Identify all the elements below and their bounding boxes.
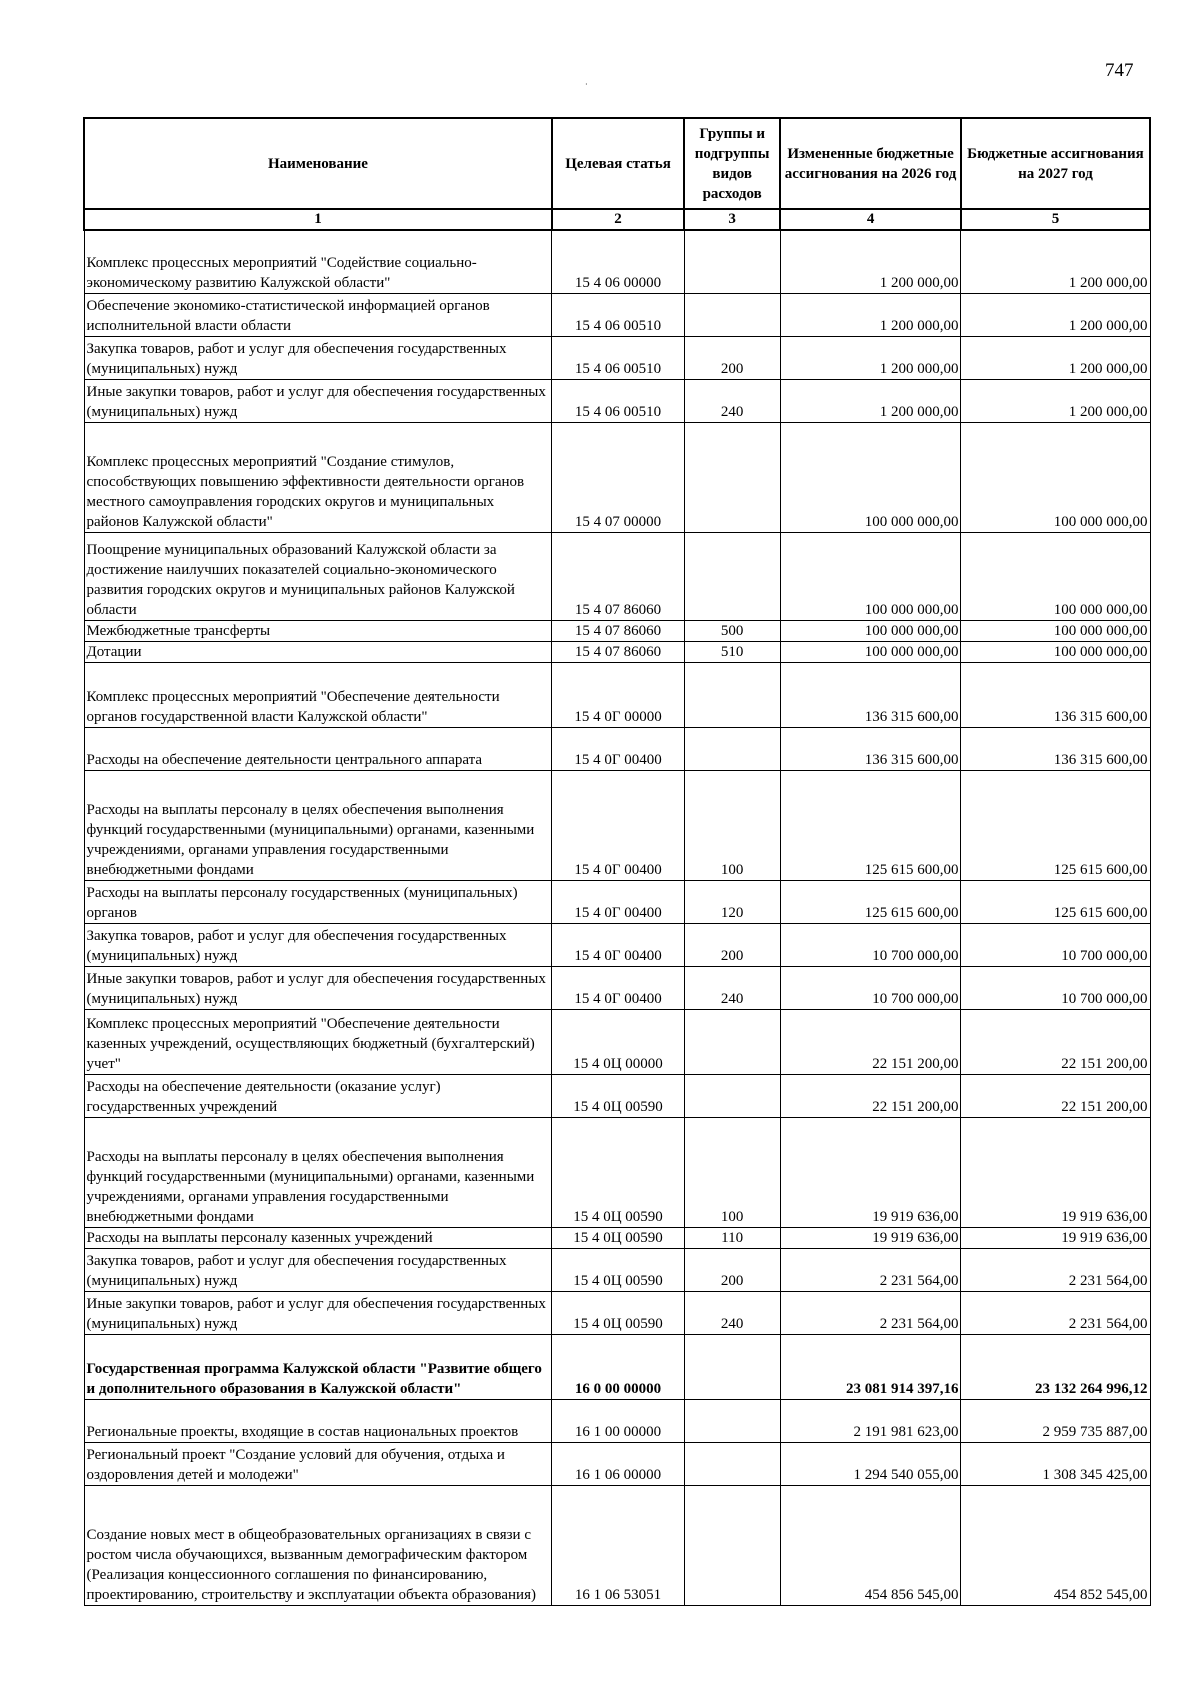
row-amount-2027: 100 000 000,00 (961, 422, 1150, 532)
table-row (84, 1399, 1150, 1442)
row-group (684, 1009, 780, 1074)
row-name: Комплекс процессных мероприятий "Содействие социально-экономическому развитию Калужской области" (84, 230, 552, 293)
header-groups: Группы и подгруппы видов расходов (684, 118, 780, 209)
row-amount-2027: 2 231 564,00 (961, 1291, 1150, 1334)
header-amount-2027: Бюджетные ассигнования на 2027 год (961, 118, 1150, 209)
row-group: 120 (684, 880, 780, 923)
table-header-row (84, 118, 1150, 209)
row-name: Комплекс процессных мероприятий "Обеспечение деятельности органов государственной власти Калужской области" (84, 662, 552, 727)
table-row (84, 641, 1150, 662)
table-row (84, 966, 1150, 1009)
column-number: 4 (780, 209, 961, 230)
column-number-row (84, 209, 1150, 230)
header-amount-2026: Измененные бюджетные ассигнования на 2026 год (780, 118, 961, 209)
table-row (84, 293, 1150, 336)
row-target-code: 15 4 0Ц 00590 (552, 1117, 684, 1227)
row-amount-2027: 2 231 564,00 (961, 1248, 1150, 1291)
row-amount-2027: 22 151 200,00 (961, 1009, 1150, 1074)
table-row (84, 1442, 1150, 1485)
table-row (84, 1248, 1150, 1291)
row-name: Создание новых мест в общеобразовательных организациях в связи с ростом числа обучающихся, вызванным демографическим фактором (Реализация концессионного соглашения по финансированию, проектированию, строительству и эксплуатации объекта образования) (84, 1485, 552, 1605)
row-group: 240 (684, 379, 780, 422)
row-group (684, 1442, 780, 1485)
table-row (84, 770, 1150, 880)
row-group: 100 (684, 1117, 780, 1227)
row-target-code: 15 4 07 86060 (552, 641, 684, 662)
row-amount-2027: 100 000 000,00 (961, 641, 1150, 662)
row-amount-2027: 2 959 735 887,00 (961, 1399, 1150, 1442)
table-row (84, 620, 1150, 641)
row-group: 240 (684, 966, 780, 1009)
row-target-code: 16 1 00 00000 (552, 1399, 684, 1442)
row-name: Иные закупки товаров, работ и услуг для обеспечения государственных (муниципальных) нужд (84, 1291, 552, 1334)
row-target-code: 15 4 0Ц 00590 (552, 1227, 684, 1248)
row-amount-2027: 454 852 545,00 (961, 1485, 1150, 1605)
row-target-code: 15 4 06 00510 (552, 379, 684, 422)
table-row (84, 422, 1150, 532)
row-target-code: 15 4 0Г 00400 (552, 727, 684, 770)
row-target-code: 16 0 00 00000 (552, 1334, 684, 1399)
row-target-code: 15 4 0Ц 00590 (552, 1248, 684, 1291)
row-name: Государственная программа Калужской области "Развитие общего и дополнительного образования в Калужской области" (84, 1334, 552, 1399)
row-target-code: 15 4 07 86060 (552, 620, 684, 641)
page-number: 747 (1105, 60, 1134, 81)
row-group: 110 (684, 1227, 780, 1248)
row-group (684, 727, 780, 770)
row-amount-2027: 125 615 600,00 (961, 770, 1150, 880)
row-amount-2026: 1 200 000,00 (780, 379, 961, 422)
row-amount-2026: 23 081 914 397,16 (780, 1334, 961, 1399)
table-row (84, 1117, 1150, 1227)
row-amount-2026: 100 000 000,00 (780, 620, 961, 641)
row-group (684, 1399, 780, 1442)
row-amount-2026: 136 315 600,00 (780, 662, 961, 727)
budget-table (83, 117, 1151, 1606)
row-name: Региональный проект "Создание условий для обучения, отдыха и оздоровления детей и молодежи" (84, 1442, 552, 1485)
row-amount-2026: 100 000 000,00 (780, 532, 961, 620)
row-target-code: 15 4 0Г 00400 (552, 966, 684, 1009)
row-target-code: 15 4 0Г 00400 (552, 770, 684, 880)
row-target-code: 15 4 0Ц 00000 (552, 1009, 684, 1074)
row-amount-2027: 1 200 000,00 (961, 230, 1150, 293)
row-amount-2027: 22 151 200,00 (961, 1074, 1150, 1117)
row-amount-2027: 125 615 600,00 (961, 880, 1150, 923)
column-number: 5 (961, 209, 1150, 230)
table-row (84, 880, 1150, 923)
header-target: Целевая статья (552, 118, 684, 209)
row-target-code: 16 1 06 00000 (552, 1442, 684, 1485)
row-target-code: 15 4 06 00510 (552, 336, 684, 379)
row-amount-2026: 10 700 000,00 (780, 923, 961, 966)
row-amount-2026: 136 315 600,00 (780, 727, 961, 770)
row-group: 240 (684, 1291, 780, 1334)
table-row (84, 1009, 1150, 1074)
row-amount-2027: 1 200 000,00 (961, 379, 1150, 422)
row-name: Расходы на выплаты персоналу государственных (муниципальных) органов (84, 880, 552, 923)
row-name: Межбюджетные трансферты (84, 620, 552, 641)
row-amount-2026: 454 856 545,00 (780, 1485, 961, 1605)
table-row (84, 727, 1150, 770)
row-amount-2026: 22 151 200,00 (780, 1074, 961, 1117)
row-name: Поощрение муниципальных образований Калужской области за достижение наилучших показателей социально-экономического развития городских округов и муниципальных районов Калужской области (84, 532, 552, 620)
row-amount-2026: 1 200 000,00 (780, 336, 961, 379)
column-number: 3 (684, 209, 780, 230)
row-name: Обеспечение экономико-статистической информацией органов исполнительной власти области (84, 293, 552, 336)
row-target-code: 15 4 06 00510 (552, 293, 684, 336)
row-amount-2027: 19 919 636,00 (961, 1117, 1150, 1227)
row-target-code: 15 4 0Ц 00590 (552, 1074, 684, 1117)
row-group (684, 230, 780, 293)
row-name: Региональные проекты, входящие в состав национальных проектов (84, 1399, 552, 1442)
row-amount-2026: 2 231 564,00 (780, 1248, 961, 1291)
row-group (684, 293, 780, 336)
row-amount-2027: 1 200 000,00 (961, 336, 1150, 379)
row-amount-2027: 10 700 000,00 (961, 966, 1150, 1009)
table-row (84, 1227, 1150, 1248)
column-number: 2 (552, 209, 684, 230)
row-target-code: 15 4 07 86060 (552, 532, 684, 620)
table-row (84, 923, 1150, 966)
table-row (84, 230, 1150, 293)
row-group (684, 662, 780, 727)
row-amount-2026: 100 000 000,00 (780, 422, 961, 532)
table-row (84, 1291, 1150, 1334)
row-amount-2026: 19 919 636,00 (780, 1117, 961, 1227)
table-row-program (84, 1334, 1150, 1399)
row-target-code: 15 4 06 00000 (552, 230, 684, 293)
row-group: 100 (684, 770, 780, 880)
row-amount-2027: 100 000 000,00 (961, 532, 1150, 620)
row-target-code: 15 4 07 00000 (552, 422, 684, 532)
row-name: Комплекс процессных мероприятий "Создание стимулов, способствующих повышению эффективности деятельности органов местного самоуправления городских округов и муниципальных районов Калужской области" (84, 422, 552, 532)
table-row (84, 532, 1150, 620)
row-group: 200 (684, 336, 780, 379)
row-group: 200 (684, 1248, 780, 1291)
row-amount-2026: 1 294 540 055,00 (780, 1442, 961, 1485)
row-name: Расходы на выплаты персоналу в целях обеспечения выполнения функций государственными (муниципальными) органами, казенными учреждениями, органами управления государственными внебюджетными фондами (84, 770, 552, 880)
table-row (84, 379, 1150, 422)
row-name: Комплекс процессных мероприятий "Обеспечение деятельности казенных учреждений, осуществляющих бюджетный (бухгалтерский) учет" (84, 1009, 552, 1074)
row-name: Расходы на обеспечение деятельности (оказание услуг) государственных учреждений (84, 1074, 552, 1117)
header-name: Наименование (84, 118, 552, 209)
row-group (684, 1334, 780, 1399)
row-amount-2026: 1 200 000,00 (780, 230, 961, 293)
row-group (684, 422, 780, 532)
row-group: 510 (684, 641, 780, 662)
row-amount-2026: 1 200 000,00 (780, 293, 961, 336)
row-amount-2027: 136 315 600,00 (961, 727, 1150, 770)
row-amount-2027: 100 000 000,00 (961, 620, 1150, 641)
row-name: Расходы на обеспечение деятельности центрального аппарата (84, 727, 552, 770)
row-target-code: 16 1 06 53051 (552, 1485, 684, 1605)
row-amount-2026: 125 615 600,00 (780, 880, 961, 923)
row-name: Закупка товаров, работ и услуг для обеспечения государственных (муниципальных) нужд (84, 336, 552, 379)
row-amount-2027: 10 700 000,00 (961, 923, 1150, 966)
row-amount-2027: 1 308 345 425,00 (961, 1442, 1150, 1485)
row-target-code: 15 4 0Ц 00590 (552, 1291, 684, 1334)
table-row (84, 336, 1150, 379)
row-amount-2026: 100 000 000,00 (780, 641, 961, 662)
row-target-code: 15 4 0Г 00400 (552, 880, 684, 923)
row-group (684, 1074, 780, 1117)
row-group (684, 532, 780, 620)
row-name: Иные закупки товаров, работ и услуг для обеспечения государственных (муниципальных) нужд (84, 966, 552, 1009)
row-amount-2026: 2 231 564,00 (780, 1291, 961, 1334)
row-target-code: 15 4 0Г 00400 (552, 923, 684, 966)
row-name: Расходы на выплаты персоналу в целях обеспечения выполнения функций государственными (муниципальными) органами, казенными учреждениями, органами управления государственными внебюджетными фондами (84, 1117, 552, 1227)
row-amount-2026: 2 191 981 623,00 (780, 1399, 961, 1442)
table-row (84, 1485, 1150, 1605)
row-group (684, 1485, 780, 1605)
scan-speck: · (585, 80, 588, 89)
row-name: Закупка товаров, работ и услуг для обеспечения государственных (муниципальных) нужд (84, 923, 552, 966)
row-group: 200 (684, 923, 780, 966)
row-name: Иные закупки товаров, работ и услуг для обеспечения государственных (муниципальных) нужд (84, 379, 552, 422)
row-name: Дотации (84, 641, 552, 662)
row-name: Закупка товаров, работ и услуг для обеспечения государственных (муниципальных) нужд (84, 1248, 552, 1291)
row-amount-2027: 1 200 000,00 (961, 293, 1150, 336)
row-amount-2026: 10 700 000,00 (780, 966, 961, 1009)
row-amount-2026: 22 151 200,00 (780, 1009, 961, 1074)
row-amount-2026: 19 919 636,00 (780, 1227, 961, 1248)
row-target-code: 15 4 0Г 00000 (552, 662, 684, 727)
row-amount-2027: 23 132 264 996,12 (961, 1334, 1150, 1399)
row-amount-2027: 136 315 600,00 (961, 662, 1150, 727)
row-name: Расходы на выплаты персоналу казенных учреждений (84, 1227, 552, 1248)
row-amount-2027: 19 919 636,00 (961, 1227, 1150, 1248)
row-group: 500 (684, 620, 780, 641)
row-amount-2026: 125 615 600,00 (780, 770, 961, 880)
table-row (84, 1074, 1150, 1117)
column-number: 1 (84, 209, 552, 230)
table-row (84, 662, 1150, 727)
